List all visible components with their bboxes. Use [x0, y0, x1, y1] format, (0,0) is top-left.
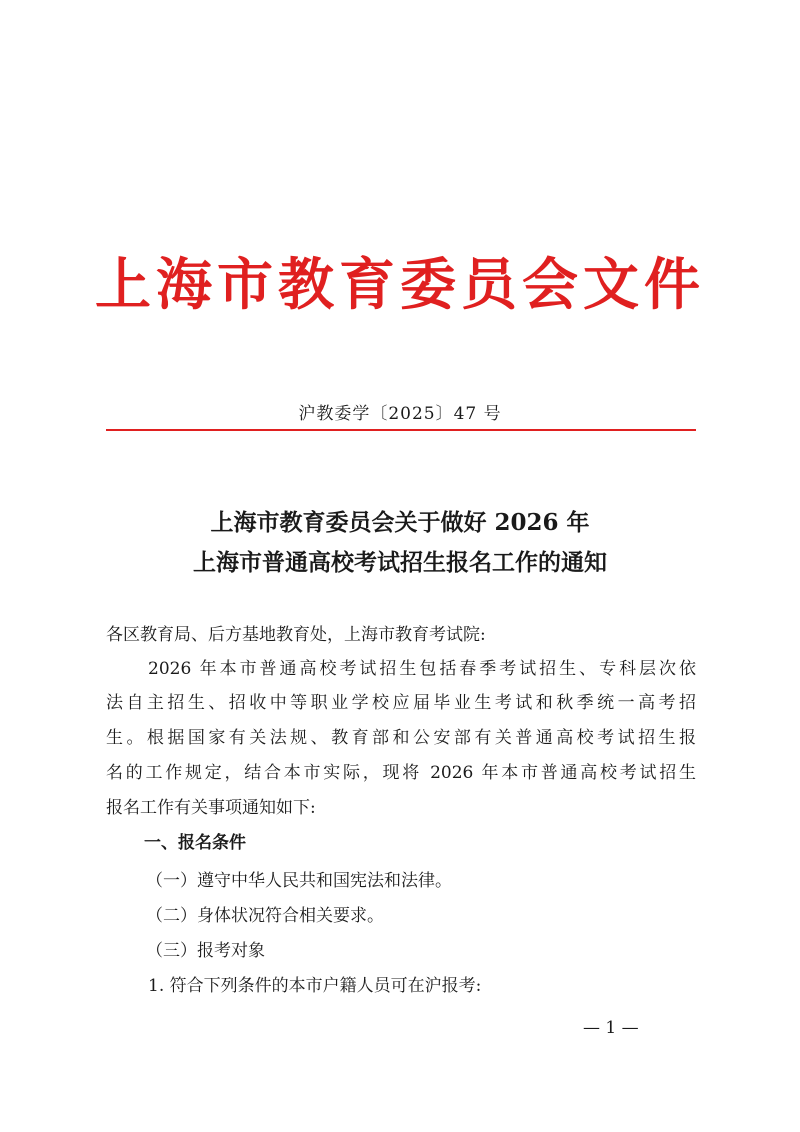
issuing-organization-header: 上海市教育委员会文件 [95, 252, 705, 318]
intro-paragraph-line: 生。根据国家有关法规、教育部和公安部有关普通高校考试招生报 [106, 728, 696, 748]
section-heading-eligibility: 一、报名条件 [144, 833, 246, 853]
document-title-line-1: 上海市教育委员会关于做好 2026 年 [210, 509, 590, 536]
intro-paragraph-line: 名的工作规定，结合本市实际，现将 2026 年本市普通高校考试招生 [106, 763, 696, 783]
list-item: （二）身体状况符合相关要求。 [146, 906, 384, 926]
list-item: （一）遵守中华人民共和国宪法和法律。 [146, 871, 452, 891]
intro-paragraph-line: 报名工作有关事项通知如下: [106, 798, 316, 818]
document-number: 沪教委学〔2025〕47 号 [298, 404, 502, 424]
intro-paragraph-line: 法自主招生、招收中等职业学校应届毕业生考试和秋季统一高考招 [106, 693, 696, 713]
document-title-line-2: 上海市普通高校考试招生报名工作的通知 [193, 549, 607, 576]
sub-list-item: 1. 符合下列条件的本市户籍人员可在沪报考: [148, 976, 482, 996]
red-separator-rule [106, 429, 696, 431]
list-item: （三）报考对象 [146, 941, 265, 961]
page-number: — 1 — [583, 1018, 639, 1038]
addressee: 各区教育局、后方基地教育处，上海市教育考试院: [106, 625, 486, 645]
intro-paragraph-line: 2026 年本市普通高校考试招生包括春季考试招生、专科层次依 [148, 659, 696, 679]
